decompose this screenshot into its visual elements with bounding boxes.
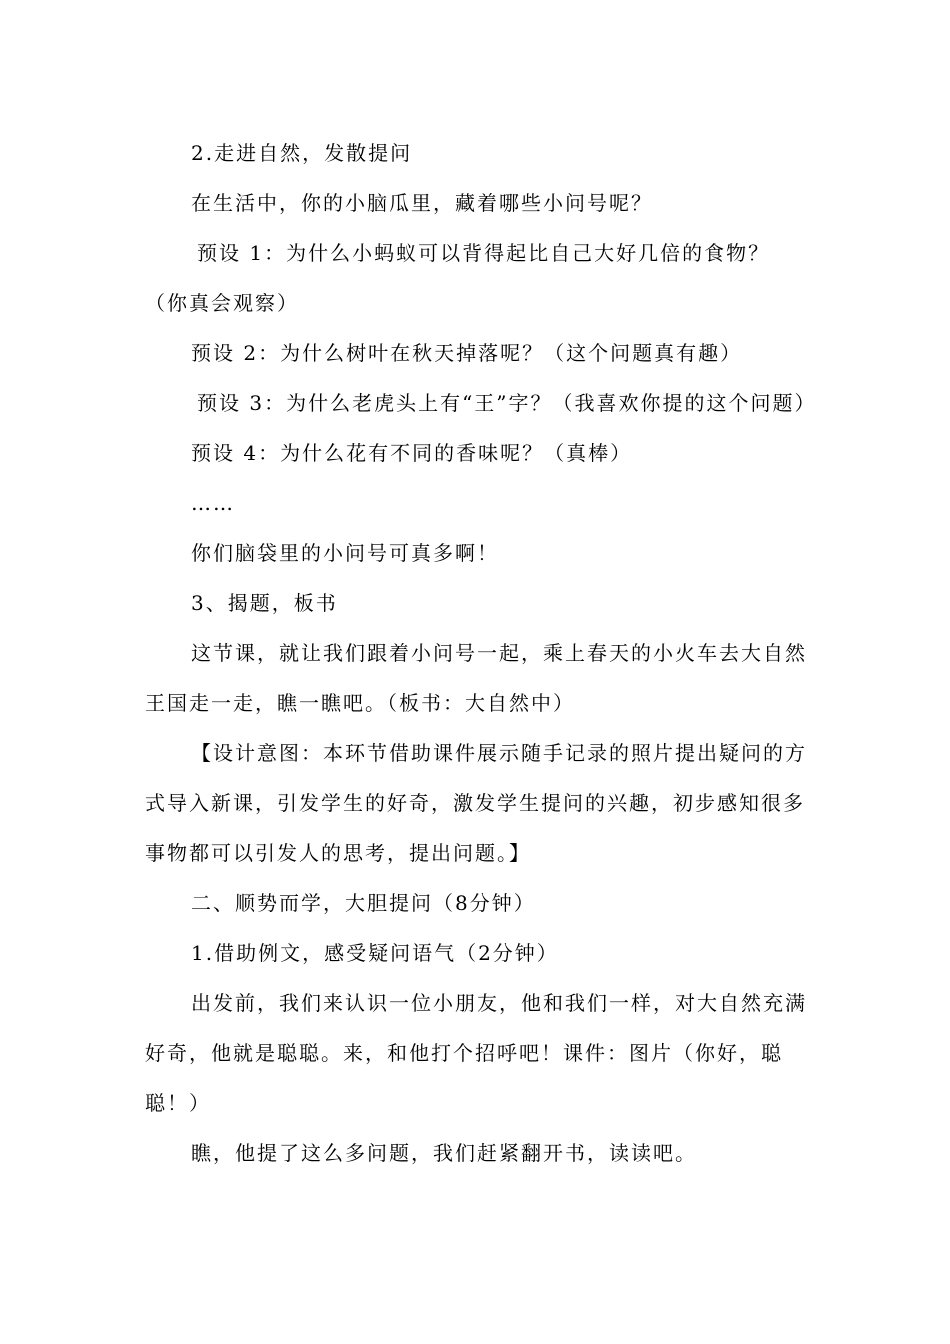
body-paragraph: 你们脑袋里的小问号可真多啊！: [191, 541, 499, 565]
preset-4: 预设 4：为什么花有不同的香味呢？（真棒）: [191, 441, 633, 465]
section-heading-2: 2.走进自然，发散提问: [191, 141, 413, 165]
body-paragraph: 这节课，就让我们跟着小问号一起，乘上春天的小火车去大自然王国走一走，瞧一瞧吧。（板书：大自然中）: [145, 641, 807, 715]
preset-2: 预设 2：为什么树叶在秋天掉落呢？（这个问题真有趣）: [191, 341, 743, 365]
design-intent-note: 【设计意图：本环节借助课件展示随手记录的照片提出疑问的方式导入新课，引发学生的好奇，激发学生提问的兴趣，初步感知很多事物都可以引发人的思考，提出问题。】: [145, 741, 807, 865]
body-paragraph: 出发前，我们来认识一位小朋友，他和我们一样，对大自然充满好奇，他就是聪聪。来，和他打个招呼吧！课件：图片（你好，聪聪！）: [145, 991, 807, 1115]
ellipsis: ……: [191, 491, 235, 515]
subsection-heading-1: 1.借助例文，感受疑问语气（2分钟）: [191, 941, 559, 965]
document-body: [145, 128, 817, 1178]
preset-3: 预设 3：为什么老虎头上有“王”字？（我喜欢你提的这个问题）: [197, 391, 817, 415]
body-paragraph: 瞧，他提了这么多问题，我们赶紧翻开书，读读吧。: [191, 1141, 697, 1165]
body-paragraph: 在生活中，你的小脑瓜里，藏着哪些小问号呢？: [191, 191, 653, 215]
section-heading-two: 二、顺势而学，大胆提问（8分钟）: [191, 891, 536, 915]
section-heading-3: 3、揭题，板书: [191, 591, 338, 615]
preset-1: 预设 1：为什么小蚂蚁可以背得起比自己大好几倍的食物？（你真会观察）: [145, 241, 771, 315]
